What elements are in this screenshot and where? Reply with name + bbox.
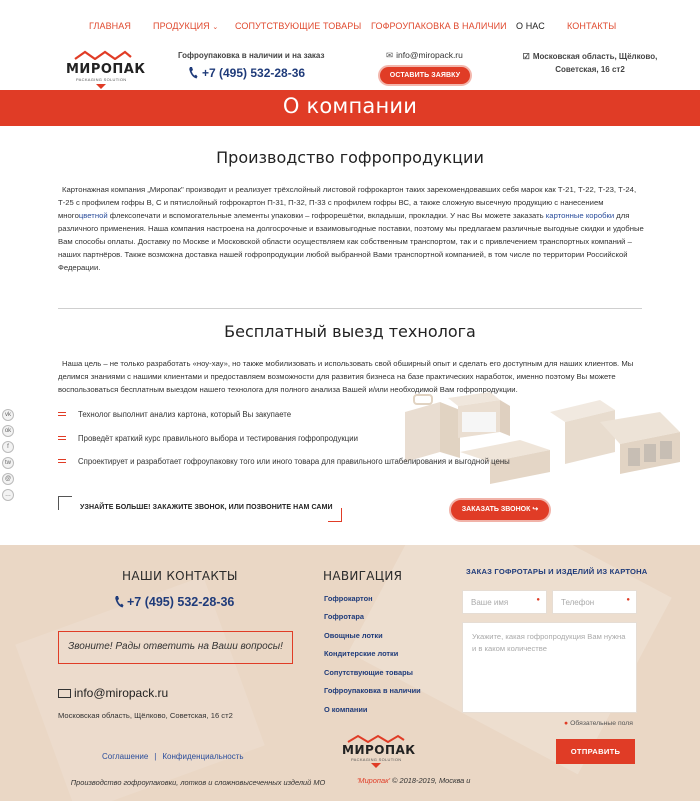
bullet-item — [58, 410, 291, 419]
section-production-title: Производство гофропродукции — [216, 148, 484, 167]
section-technologist-title: Бесплатный выезд технолога — [224, 322, 476, 341]
footer-logo[interactable] — [340, 734, 416, 768]
para-part: Картонажная компания „Миропак" производит и реализует трёхслойный листовой гофрокартон таких зарекомендовавших себя марок как Т-21, Т-22, Т-23, Т-24, Т-25 с профилем гофры В, С и пятислойный гофрокартон П-31, П-32, П-33 с профилем гофры ВС, а также сложную высечную продукцию с нанесением многo — [58, 185, 637, 220]
nav-item-about[interactable]: О НАС — [516, 21, 545, 31]
logo-subtitle: PACKAGING SOLUTION — [76, 77, 127, 82]
footer-call-box: Звоните! Рады ответить на Ваши вопросы! — [58, 631, 293, 664]
nav-item-in-stock[interactable]: ГОФРОУПАКОВКА В НАЛИЧИИ — [371, 21, 507, 31]
odnoklassniki-icon[interactable]: ok — [2, 425, 14, 437]
footer-nav-item[interactable]: Гофротара — [324, 612, 365, 621]
envelope-icon: ✉ — [386, 50, 394, 60]
phone-field[interactable] — [552, 590, 637, 614]
logo-title: МИРОПАК — [66, 62, 146, 77]
check-icon: ☑ — [522, 52, 530, 61]
bullet-item — [58, 457, 510, 466]
footer-logo-subtitle: PACKAGING SOLUTION — [351, 757, 402, 762]
message-field[interactable]: Укажите, какая гофропродукция Вам нужна и в каком количестве — [462, 622, 637, 713]
footer-contacts-title: НАШИ КОНТАКТЫ — [122, 569, 238, 583]
logo-roof-icon — [346, 734, 406, 743]
site-footer — [0, 545, 700, 801]
privacy-link[interactable]: Конфиденциальность — [162, 752, 244, 761]
required-dot-icon: ● — [564, 720, 569, 727]
bullet-dash-icon — [58, 459, 66, 463]
bullet-dash-icon — [58, 412, 66, 416]
footer-logo-title: МИРОПАК — [342, 743, 416, 757]
page-banner — [0, 90, 700, 126]
facebook-icon[interactable]: f — [2, 441, 14, 453]
footer-nav-item[interactable]: Кондитерские лотки — [324, 649, 399, 658]
footer-nav-item[interactable]: Овощные лотки — [324, 631, 383, 640]
nav-item-home[interactable]: ГЛАВНАЯ — [89, 21, 131, 31]
leave-request-button[interactable]: ОСТАВИТЬ ЗАЯВКУ — [378, 65, 472, 86]
footer-email[interactable]: info@miropack.ru — [74, 686, 169, 700]
nav-item-related[interactable]: СОПУТСТВУЮЩИЕ ТОВАРЫ — [235, 21, 362, 31]
email-share-icon[interactable]: @ — [2, 473, 14, 485]
nav-item-contacts[interactable]: КОНТАКТЫ — [567, 21, 617, 31]
name-field[interactable] — [462, 590, 547, 614]
footer-nav-item[interactable]: О компании — [324, 705, 368, 714]
footer-nav-item[interactable]: Гофроупаковка в наличии — [324, 686, 421, 695]
footer-copyright-left: Производство гофроупаковки, лотков и сложновысеченных изделий МО — [70, 778, 326, 787]
bullet-text: Спроектирует и разработает гофроупаковку того или иного товара для правильного штабелирования и выгодной цены — [78, 457, 510, 466]
footer-address: Московская область, Щёлково, Советская, 16 ст2 — [58, 711, 233, 720]
header-address-line1: Московская область, Щёлково, — [532, 52, 658, 61]
footer-nav-item[interactable]: Сопутствующие товары — [324, 668, 413, 677]
send-button[interactable]: ОТПРАВИТЬ — [556, 739, 635, 764]
header-address — [510, 50, 670, 76]
top-navigation — [0, 0, 700, 44]
divider — [58, 308, 642, 309]
twitter-icon[interactable]: tw — [2, 457, 14, 469]
footer-legal-links — [102, 752, 244, 761]
logo-roof-icon — [73, 50, 133, 60]
nav-item-products-label: ПРОДУКЦИЯ — [153, 21, 210, 31]
page-title: О компании — [282, 94, 418, 118]
footer-nav-title: НАВИГАЦИЯ — [323, 569, 403, 583]
logo[interactable] — [66, 50, 146, 92]
copyright-brand: 'Миропак' — [357, 776, 390, 785]
para-part: флексопечати и вспомогательные элементы упаковки – гофрорешётки, вкладыши, прокладки. У нас Вы можете заказать — [107, 211, 546, 220]
required-fields-text: Обязательные поля — [570, 720, 633, 727]
header-tagline: Гофроупаковка в наличии и на заказ — [178, 51, 325, 60]
footer-phone[interactable]: +7 (495) 532-28-36 — [127, 595, 235, 609]
chevron-down-icon: ⌄ — [212, 24, 219, 31]
bullet-text: Технолог выполнит анализ картона, который Вы закупаете — [78, 410, 292, 419]
phone-icon — [114, 595, 124, 609]
vk-icon[interactable]: vk — [2, 409, 14, 421]
bullet-text: Проведёт краткий курс правильного выбора и тестирования гофропродукции — [78, 434, 358, 443]
section-technologist-text: Наша цель – не только разработать «ноу-хау», но также мобилизовать и использовать свой обширный опыт и сделать его доступным для наших клиентов. Мы делимся знаниями с нашими клиентами и предоставляем возможности для развития бизнеса на базе практических наработок, именно поэтому Вы можете воспользоваться бесплатным выездом нашего технолога для полного анализа Вашей и/или необходимой Вам гофропродукции. — [58, 359, 634, 394]
required-dot-icon: ● — [536, 597, 540, 603]
site-header — [0, 44, 700, 92]
name-field-placeholder: Ваше имя — [471, 598, 509, 607]
order-call-button[interactable]: ЗАКАЗАТЬ ЗВОНОК ↪ — [449, 498, 551, 522]
footer-nav-item[interactable]: Гофрокартон — [324, 594, 373, 603]
header-email-text: info@miropack.ru — [396, 50, 463, 60]
envelope-icon — [58, 689, 71, 698]
header-email[interactable] — [386, 50, 463, 61]
required-dot-icon: ● — [626, 597, 630, 603]
agreement-link[interactable]: Соглашение — [102, 752, 149, 761]
para-part: для различного применения. Наша компания настроена на долгосрочные и взаимовыгодные поставки, поэтому мы предлагаем различные выгодные скидки и удобные Вам способы оплаты. Доставку по Москве и Московской области осуществляем как собственным транспортом, так и с привлечением транспортных компаний – наших партнёров. Также возможна доставка нашей гофропродукции любой выбранной Вами транспортной компанией, в том числе по территории Российской Федерации. — [58, 211, 644, 272]
section-production-text — [58, 183, 648, 274]
cardboard-boxes-image — [400, 392, 700, 492]
footer-copyright-right — [357, 776, 470, 785]
learn-more-text: УЗНАЙТЕ БОЛЬШЕ! ЗАКАЖИТЕ ЗВОНОК, ИЛИ ПОЗВОНИТЕ НАМ САМИ — [80, 504, 333, 511]
order-form-title: ЗАКАЗ ГОФРОТАРЫ И ИЗДЕЛИЙ ИЗ КАРТОНА — [466, 567, 648, 576]
learn-more-callout — [58, 496, 342, 522]
header-address-line2: Советская, 16 ст2 — [555, 65, 625, 74]
nav-item-products[interactable] — [153, 21, 218, 31]
more-share-icon[interactable]: … — [2, 489, 14, 501]
bullet-dash-icon — [58, 436, 66, 440]
separator: | — [154, 752, 157, 761]
phone-icon — [188, 66, 198, 80]
required-fields-note — [564, 720, 633, 727]
bullet-item — [58, 434, 358, 443]
frame-corner — [58, 496, 72, 510]
header-phone[interactable]: +7 (495) 532-28-36 — [202, 66, 306, 80]
link-cardboard-boxes[interactable]: картонные коробки — [545, 211, 615, 220]
link-color-print[interactable]: цветной — [78, 211, 108, 220]
copyright-text: © 2018-2019, Москва и — [389, 776, 471, 785]
phone-field-placeholder: Телефон — [561, 598, 595, 607]
logo-arrow-icon — [371, 763, 381, 769]
